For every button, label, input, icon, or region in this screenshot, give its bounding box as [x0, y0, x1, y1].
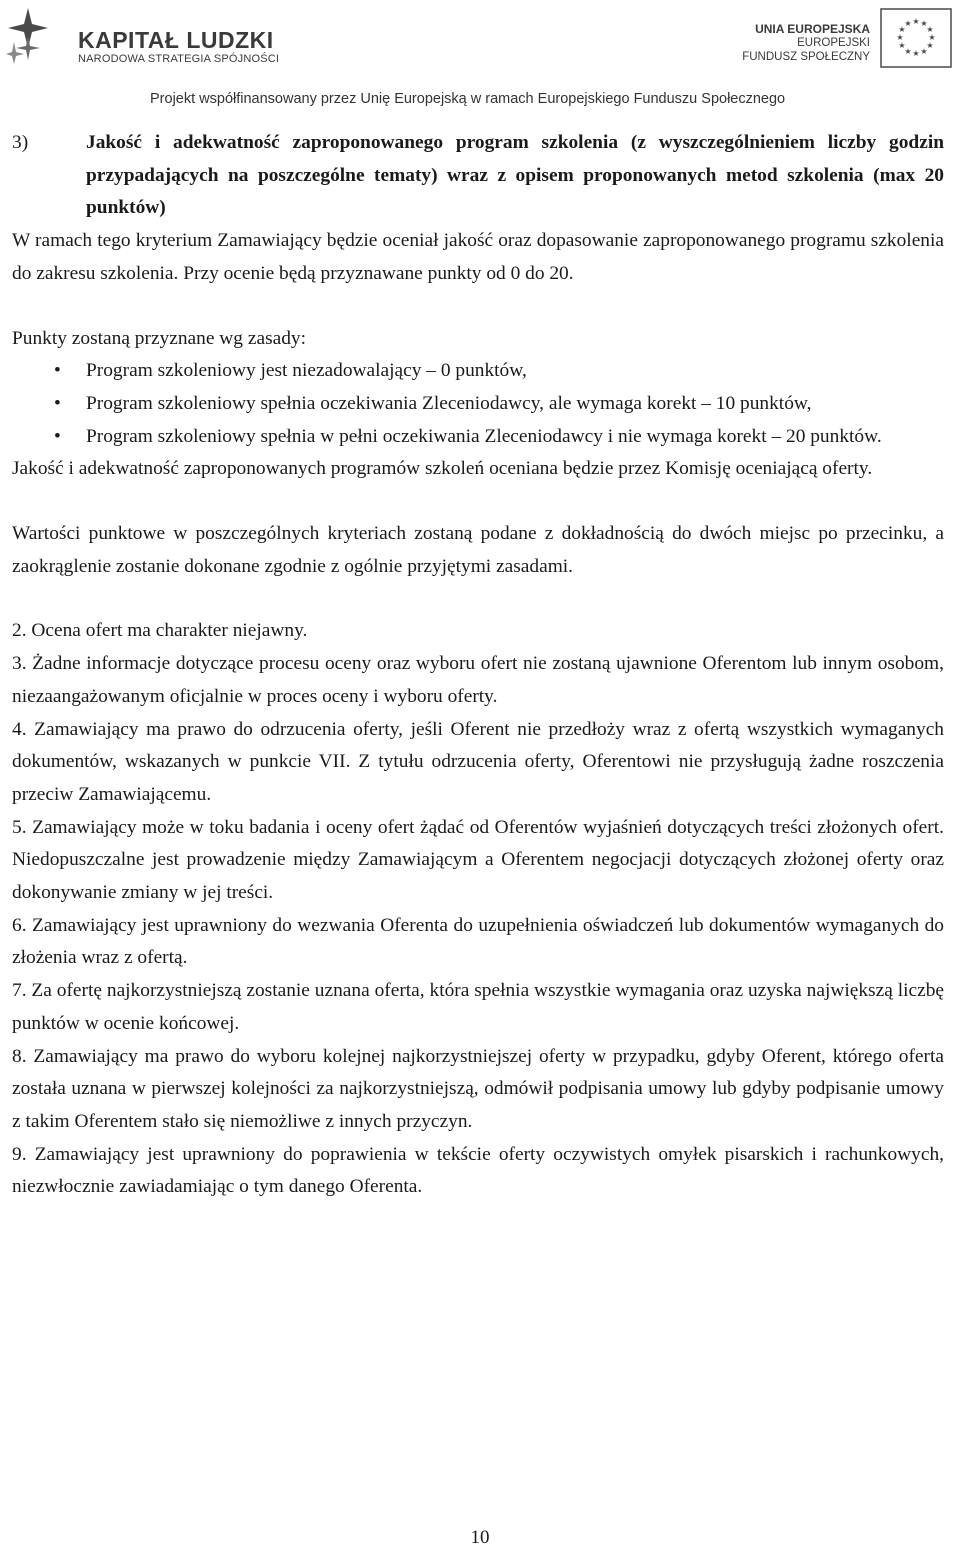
point-6: 6. Zamawiający jest uprawniony do wezwania Oferenta do uzupełnienia oświadczeń lub dokumentów wymaganych do złożenia wraz z ofertą. — [12, 914, 944, 969]
eu-flag-icon — [880, 8, 952, 68]
point-3: 3. Żadne informacje dotyczące procesu oceny oraz wyboru ofert nie zostaną ujawnione Oferentom lub innym osobom, niezaangażowanym oficjalnie w proces oceny i wyboru oferty. — [12, 653, 944, 707]
rule-item: • Program szkoleniowy spełnia w pełni oczekiwania Zleceniodawcy i nie wymaga korekt – 20 punktów. — [12, 421, 944, 454]
point-2: 2. Ocena ofert ma charakter niejawny. — [12, 620, 308, 642]
svg-text:★: ★ — [912, 17, 920, 26]
evaluation-note: Jakość i adekwatność zaproponowanych programów szkoleń oceniana będzie przez Komisję oceniającą oferty. — [12, 458, 873, 480]
section-3-description: W ramach tego kryterium Zamawiający będzie oceniał jakość oraz dopasowanie zaproponowanego programu szkolenia do zakresu szkolenia. Przy ocenie będą przyznawane punkty od 0 do 20. — [12, 230, 944, 284]
point-7: 7. Za ofertę najkorzystniejszą zostanie uznana oferta, która spełnia wszystkie wymagania oraz uzyska największą liczbę punktów w ocenie końcowej. — [12, 980, 944, 1034]
kapital-ludzki-text — [78, 28, 279, 66]
page-number: 10 — [470, 1527, 490, 1548]
kl-title: KAPITAŁ LUDZKI — [78, 27, 274, 53]
eu-line-3: FUNDUSZ SPOŁECZNY — [742, 51, 870, 63]
svg-text:★: ★ — [904, 19, 912, 28]
svg-text:★: ★ — [912, 49, 920, 58]
point-5: 5. Zamawiający może w toku badania i oceny ofert żądać od Oferentów wyjaśnień dotyczących treści złożonych ofert. Niedopuszczalne jest prowadzenie między Zamawiającym a Oferentem negocjacji dotyczących złożonej oferty oraz dokonywanie zmiany w jej treści. — [12, 816, 944, 904]
rounding-note: Wartości punktowe w poszczególnych kryteriach zostaną podane z dokładnością do dwóch miejsc po przecinku, a zaokrąglenie zostanie dokonane zgodnie z ogólnie przyjętymi zasadami. — [12, 523, 944, 577]
document-body — [12, 127, 944, 1204]
rules-intro: Punkty zostaną przyznane wg zasady: — [12, 327, 306, 349]
point-4: 4. Zamawiający ma prawo do odrzucenia oferty, jeśli Oferent nie przedłoży wraz z ofertą wszystkich wymaganych dokumentów, wskazanych w punkcie VII. Z tytułu odrzucenia oferty, Oferentowi nie przysługują żadne roszczenia przeciw Zamawiającemu. — [12, 718, 944, 805]
section-3-heading — [12, 127, 944, 225]
svg-text:★: ★ — [898, 41, 906, 50]
section-3-number: 3) — [12, 132, 29, 153]
svg-text:★: ★ — [926, 25, 934, 34]
section-3-title: Jakość i adekwatność zaproponowanego program szkolenia (z wyszczególnieniem liczby godzin przypadających na poszczególne tematy) wraz z opisem proponowanych metod szkolenia (max 20 punktów) — [86, 132, 944, 219]
svg-text:★: ★ — [926, 41, 934, 50]
svg-text:★: ★ — [928, 33, 936, 42]
point-8: 8. Zamawiający ma prawo do wyboru kolejnej najkorzystniejszej oferty w przypadku, gdyby Oferent, którego oferta została uznana w pierwszej kolejności za najkorzystniejszą, odmówił podpisania umowy lub gdyby podpisanie umowy z takim Oferentem stało się niemożliwe z innych przyczyn. — [12, 1045, 944, 1132]
rule-item: • Program szkoleniowy spełnia oczekiwania Zleceniodawcy, ale wymaga korekt – 10 punktów, — [12, 388, 944, 421]
kapital-ludzki-logo-icon — [6, 6, 50, 66]
svg-text:★: ★ — [920, 47, 928, 56]
eu-text — [742, 22, 870, 64]
point-9: 9. Zamawiający jest uprawniony do poprawienia w tekście oferty oczywistych omyłek pisarskich i rachunkowych, niezwłocznie zawiadamiając o tym danego Oferenta. — [12, 1143, 944, 1198]
eu-line-2: EUROPEJSKI — [797, 37, 870, 49]
cofinancing-note: Projekt współfinansowany przez Unię Europejską w ramach Europejskiego Funduszu Społecznego — [150, 91, 786, 107]
svg-text:★: ★ — [898, 25, 906, 34]
kl-subtitle: NARODOWA STRATEGIA SPÓJNOŚCI — [78, 53, 280, 65]
rules-list — [12, 355, 944, 453]
svg-text:★: ★ — [904, 47, 912, 56]
svg-text:★: ★ — [920, 19, 928, 28]
svg-text:★: ★ — [896, 33, 904, 42]
rule-item: • Program szkoleniowy jest niezadowalający – 0 punktów, — [12, 355, 944, 388]
eu-line-1: UNIA EUROPEJSKA — [755, 22, 870, 36]
